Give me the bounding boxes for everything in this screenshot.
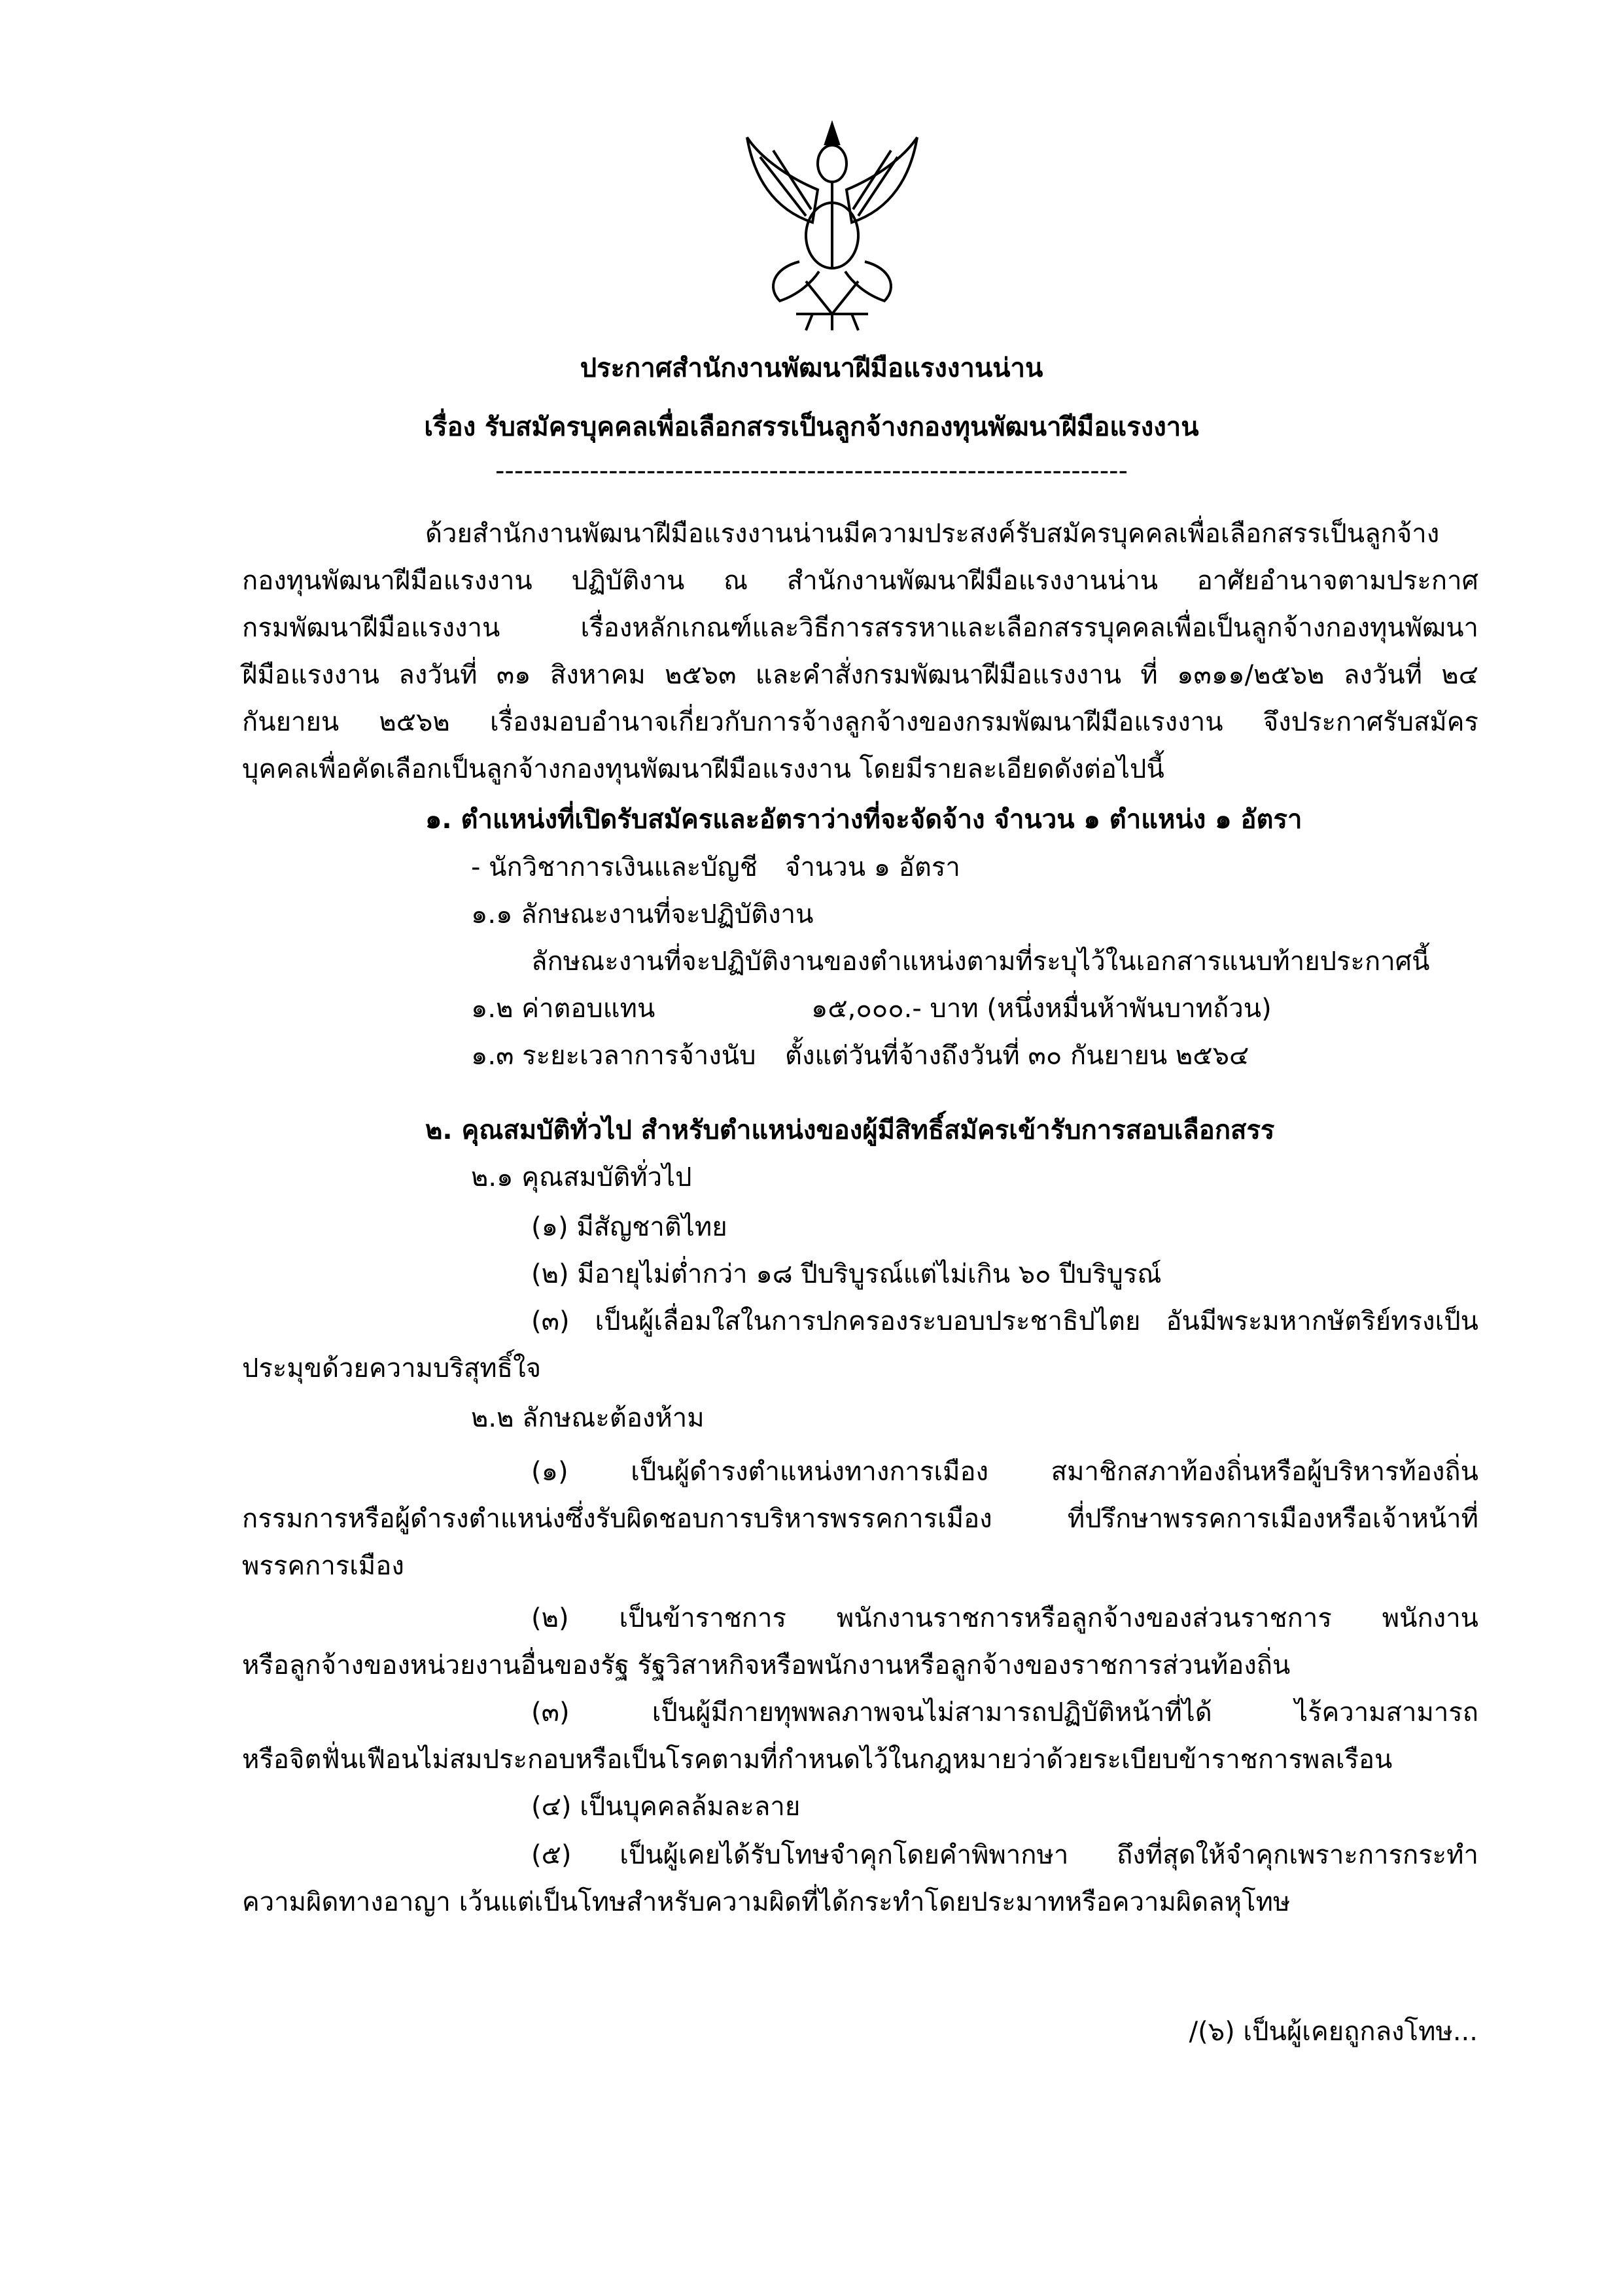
prohibition-item: (๓) เป็นผู้มีกายทุพพลภาพจนไม่สามารถปฏิบัติหน้าที่ได้ ไร้ความสามารถ [531, 1697, 1478, 1728]
garuda-emblem-icon [734, 118, 930, 334]
prohibition-item: (๑) เป็นผู้ดำรงตำแหน่งทางการเมือง สมาชิกสภาท้องถิ่นหรือผู้บริหารท้องถิ่น [531, 1457, 1478, 1487]
prohibition-item-cont: หรือจิตฟั่นเฟือนไม่สมประกอบหรือเป็นโรคตามที่กำหนดไว้ในกฎหมายว่าด้วยระเบียบข้าราชการพลเรือน [242, 1745, 1393, 1775]
intro-line: กรมพัฒนาฝีมือแรงงาน เรื่องหลักเกณฑ์และวิธีการสรรหาและเลือกสรรบุคคลเพื่อเป็นลูกจ้างกองทุนพัฒนา [242, 613, 1478, 643]
title-separator: ------------------------------------------------------------------- [495, 456, 1128, 486]
intro-line: ด้วยสำนักงานพัฒนาฝีมือแรงงานน่านมีความประสงค์รับสมัครบุคคลเพื่อเลือกสรรเป็นลูกจ้าง [425, 519, 1440, 549]
section-1-heading: ๑. ตำแหน่งที่เปิดรับสมัครและอัตราว่างที่จะจัดจ้าง จำนวน ๑ ตำแหน่ง ๑ อัตรา [425, 805, 1302, 835]
qualification-item: (๑) มีสัญชาติไทย [531, 1212, 727, 1242]
qualification-item: (๒) มีอายุไม่ต่ำกว่า ๑๘ ปีบริบูรณ์แต่ไม่เกิน ๖๐ ปีบริบูรณ์ [531, 1259, 1162, 1289]
prohibition-item-cont: พรรคการเมือง [242, 1551, 404, 1581]
prohibition-item-cont: กรรมการหรือผู้ดำรงตำแหน่งซึ่งรับผิดชอบการบริหารพรรคการเมือง ที่ปรึกษาพรรคการเมืองหรือเจ้าหน้าที่ [242, 1504, 1478, 1534]
announcement-title: ประกาศสำนักงานพัฒนาฝีมือแรงงานน่าน [580, 353, 1043, 383]
intro-line: บุคคลเพื่อคัดเลือกเป็นลูกจ้างกองทุนพัฒนาฝีมือแรงงาน โดยมีรายละเอียดดังต่อไปนี้ [242, 754, 1164, 784]
intro-line: กันยายน ๒๕๖๒ เรื่องมอบอำนาจเกี่ยวกับการจ้างลูกจ้างของกรมพัฒนาฝีมือแรงงาน จึงประกาศรับสมัคร [242, 707, 1478, 737]
section-2-heading: ๒. คุณสมบัติทั่วไป สำหรับตำแหน่งของผู้มีสิทธิ์สมัครเข้ารับการสอบเลือกสรร [425, 1115, 1275, 1145]
qualification-item: (๓) เป็นผู้เลื่อมใสในการปกครองระบอบประชาธิปไตย อันมีพระมหากษัตริย์ทรงเป็น [531, 1306, 1478, 1336]
prohibition-item: (๒) เป็นข้าราชการ พนักงานราชการหรือลูกจ้างของส่วนราชการ พนักงาน [531, 1603, 1478, 1633]
prohibition-item: (๔) เป็นบุคคลล้มละลาย [531, 1792, 801, 1822]
announcement-subject: เรื่อง รับสมัครบุคคลเพื่อเลือกสรรเป็นลูกจ้างกองทุนพัฒนาฝีมือแรงงาน [424, 412, 1199, 442]
position-name: - นักวิชาการเงินและบัญชี [471, 852, 758, 882]
intro-line: ฝีมือแรงงาน ลงวันที่ ๓๑ สิงหาคม ๒๕๖๓ และคำสั่งกรมพัฒนาฝีมือแรงงาน ที่ ๑๓๑๑/๒๕๖๒ ลงวันที่ ๒๔ [242, 660, 1478, 690]
qualification-item-cont: ประมุขด้วยความบริสุทธิ์ใจ [242, 1353, 542, 1383]
section-1-1-title: ๑.๑ ลักษณะงานที่จะปฏิบัติงาน [471, 899, 814, 930]
position-count: จำนวน ๑ อัตรา [785, 852, 960, 882]
prohibition-item-cont: หรือลูกจ้างของหน่วยงานอื่นของรัฐ รัฐวิสาหกิจหรือพนักงานหรือลูกจ้างของราชการส่วนท้องถิ่น [242, 1650, 1291, 1680]
section-2-1-title: ๒.๑ คุณสมบัติทั่วไป [471, 1162, 692, 1192]
continuation-note: /(๖) เป็นผู้เคยถูกลงโทษ... [1189, 2017, 1478, 2047]
intro-line: กองทุนพัฒนาฝีมือแรงงาน ปฏิบัติงาน ณ สำนักงานพัฒนาฝีมือแรงงานน่าน อาศัยอำนาจตามประกาศ [242, 566, 1478, 596]
prohibition-item-cont: ความผิดทางอาญา เว้นแต่เป็นโทษสำหรับความผิดที่ได้กระทำโดยประมาทหรือความผิดลหุโทษ [242, 1887, 1291, 1917]
section-1-1-text: ลักษณะงานที่จะปฏิบัติงานของตำแหน่งตามที่ระบุไว้ในเอกสารแนบท้ายประกาศนี้ [531, 947, 1430, 977]
prohibition-item: (๕) เป็นผู้เคยได้รับโทษจำคุกโดยคำพิพากษา ถึงที่สุดให้จำคุกเพราะการกระทำ [531, 1840, 1478, 1870]
section-1-2-label: ๑.๒ ค่าตอบแทน [471, 994, 655, 1024]
section-2-2-title: ๒.๒ ลักษณะต้องห้าม [471, 1403, 705, 1433]
section-1-3-value: ตั้งแต่วันที่จ้างถึงวันที่ ๓๐ กันยายน ๒๕๖๔ [785, 1041, 1249, 1071]
section-1-2-value: ๑๕,๐๐๐.- บาท (หนึ่งหมื่นห้าพันบาทถ้วน) [811, 994, 1272, 1024]
section-1-3-label: ๑.๓ ระยะเวลาการจ้างนับ [471, 1041, 756, 1071]
